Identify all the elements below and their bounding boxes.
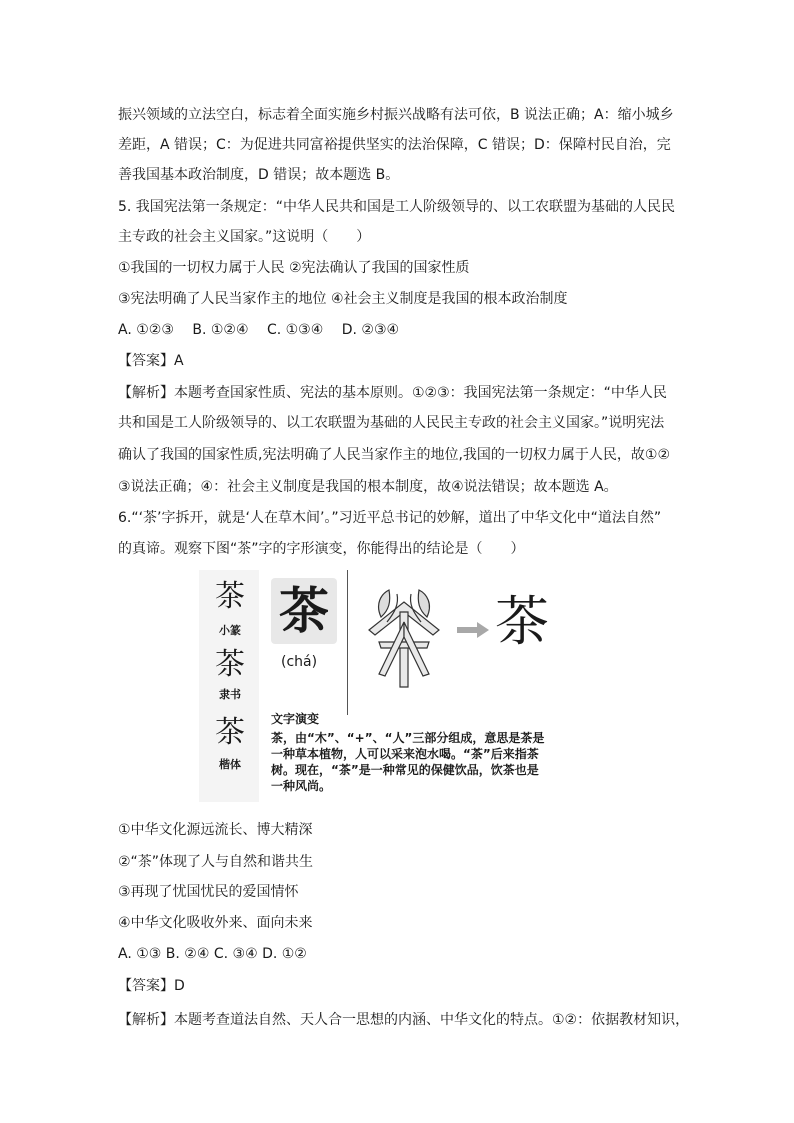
question-6-stem: 6.“‘茶’字拆开，就是‘人在草木间’。”习近平总书记的妙解，道出了中华文化中“道法自然” bbox=[118, 510, 662, 526]
text-line: 善我国基本政治制度，D 错误；故本题选 B。 bbox=[118, 167, 400, 183]
clerical-script-glyph: 茶 bbox=[215, 647, 245, 682]
answer-label: 【答案】A bbox=[118, 353, 184, 369]
question-5-stem: 5. 我国宪法第一条规定：“中华人民共和国是工人阶级领导的、以工农联盟为基础的人民民 bbox=[118, 199, 676, 215]
regular-script-glyph: 茶 bbox=[215, 715, 245, 750]
seal-char-result: 茶 bbox=[495, 590, 549, 653]
figure-title: 文字演变 bbox=[271, 712, 320, 726]
main-character: 茶 bbox=[279, 581, 329, 640]
figure-desc-line: 一种草本植物，人可以采来泡水喝。“茶”后来指茶 bbox=[271, 747, 539, 761]
text-line: 振兴领域的立法空白，标志着全面实施乡村振兴战略有法可依，B 说法正确；A：缩小城乡 bbox=[118, 107, 674, 123]
question-6-option: ②“茶”体现了人与自然和谐共生 bbox=[118, 854, 314, 870]
figure-desc-line: 一种风尚。 bbox=[271, 779, 332, 793]
figure-description bbox=[271, 730, 591, 794]
arrow-right-icon bbox=[457, 622, 489, 638]
question-5-option: ③宪法明确了人民当家作主的地位 ④社会主义制度是我国的根本政治制度 bbox=[118, 291, 568, 307]
analysis-text: 【解析】本题考查国家性质、宪法的基本原则。①②③：我国宪法第一条规定：“中华人民 bbox=[118, 385, 667, 401]
pinyin: (chá) bbox=[281, 654, 318, 670]
question-6-option: ③再现了忧国忧民的爱国情怀 bbox=[118, 884, 299, 900]
figure-desc-line: 树。现在，“茶”是一种常见的保健饮品，饮茶也是 bbox=[271, 763, 539, 777]
question-6-stem: 的真谛。观察下图“茶”字的字形演变，你能得出的结论是（ ） bbox=[118, 541, 525, 557]
analysis-text: ③说法正确；④：社会主义制度是我国的根本制度，故④说法错误；故本题选 A。 bbox=[118, 479, 618, 495]
seal-script-glyph: 茶 bbox=[215, 579, 245, 614]
answer-label: 【答案】D bbox=[118, 978, 185, 994]
script-styles-panel bbox=[199, 570, 259, 802]
seal-script-caption: 小篆 bbox=[219, 624, 241, 637]
analysis-text: 确认了我国的国家性质,宪法明确了人民当家作主的地位,我国的一切权力属于人民，故①② bbox=[118, 447, 670, 463]
text-line: 差距，A 错误；C：为促进共同富裕提供坚实的法治保障，C 错误；D：保障村民自治，完 bbox=[118, 137, 671, 153]
divider bbox=[347, 570, 348, 715]
analysis-text: 共和国是工人阶级领导的、以工农联盟为基础的人民民主专政的社会主义国家。”说明宪法 bbox=[118, 415, 665, 431]
question-6-choices: A. ①③ B. ②④ C. ③④ D. ①② bbox=[118, 946, 307, 962]
question-6-option: ①中华文化源远流长、博大精深 bbox=[118, 822, 313, 838]
question-5-choices: A. ①②③ B. ①②④ C. ①③④ D. ②③④ bbox=[118, 322, 400, 338]
clerical-script-caption: 隶书 bbox=[219, 688, 241, 701]
tea-pictograph-illustration bbox=[359, 582, 449, 692]
question-6-option: ④中华文化吸收外来、面向未来 bbox=[118, 915, 313, 931]
question-5-option: ①我国的一切权力属于人民 ②宪法确认了我国的国家性质 bbox=[118, 260, 470, 276]
tea-character-evolution-figure bbox=[199, 570, 593, 802]
regular-script-caption: 楷体 bbox=[219, 758, 241, 771]
analysis-text: 【解析】本题考查道法自然、天人合一思想的内涵、中华文化的特点。①②：依据教材知识， bbox=[118, 1012, 690, 1028]
figure-desc-line: 茶，由“木”、“+”、“人”三部分组成，意思是茶是 bbox=[271, 731, 545, 745]
question-5-stem: 主专政的社会主义国家。”这说明（ ） bbox=[118, 229, 371, 245]
